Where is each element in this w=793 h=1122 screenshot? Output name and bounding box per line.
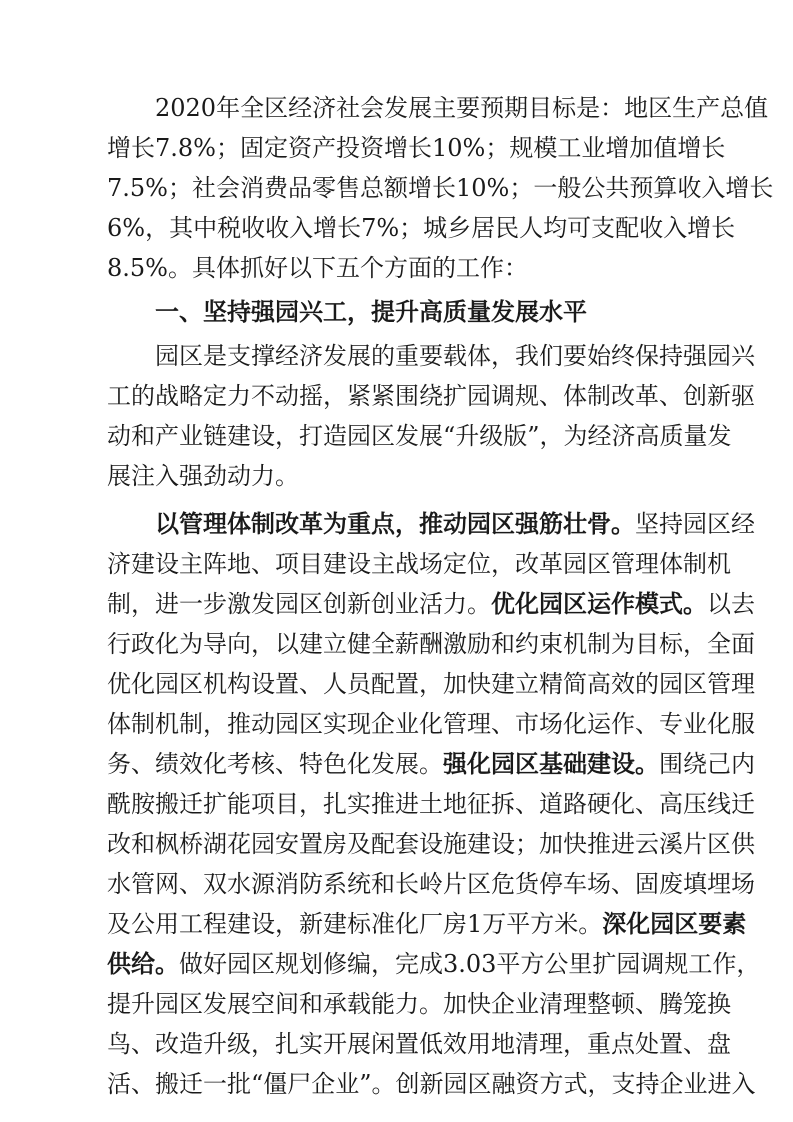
paragraph-3-line-11: [107, 904, 747, 944]
subheading-optimize-operation: 优化园区运作模式。: [491, 590, 707, 618]
paragraph-2-line-3: 动和产业链建设，打造园区发展“升级版”，为经济高质量发: [107, 422, 732, 450]
paragraph-2-line-2: 工的战略定力不动摇，紧紧围绕扩园调规、体制改革、创新驱: [107, 382, 755, 410]
paragraph-3-line-13: 提升园区发展空间和承载能力。加快企业清理整顿、腾笼换: [107, 990, 731, 1018]
paragraph-3-line-2: 济建设主阵地、项目建设主战场定位，改革园区管理体制机: [107, 550, 731, 578]
paragraph-3-line-14: 鸟、改造升级，扎实开展闲置低效用地清理，重点处置、盘: [107, 1030, 731, 1058]
paragraph-1-line-4: 6%，其中税收收入增长7%；城乡居民人均可支配收入增长: [107, 214, 736, 242]
paragraph-3-line-8: 酰胺搬迁扩能项目，扎实推进土地征拆、道路硬化、高压线迁: [107, 790, 755, 818]
subheading-infrastructure: 强化园区基础建设。: [443, 750, 659, 778]
paragraph-3-line-5: 优化园区机构设置、人员配置，加快建立精简高效的园区管理: [107, 670, 755, 698]
paragraph-3-line-7: [107, 744, 755, 784]
paragraph-3-line-12-text: 做好园区规划修编，完成3.03平方公里扩园调规工作，: [179, 950, 761, 978]
paragraph-2-line-1: 园区是支撑经济发展的重要载体，我们要始终保持强园兴: [155, 342, 755, 370]
paragraph-3-line-1: [155, 504, 755, 544]
section-heading-1: 一、坚持强园兴工，提升高质量发展水平: [155, 298, 587, 326]
paragraph-2-line-4: 展注入强劲动力。: [107, 462, 299, 490]
paragraph-3-line-10: 水管网、双水源消防系统和长岭片区危货停车场、固废填埋场: [107, 870, 755, 898]
subheading-factor-supply-b: 供给。: [107, 950, 179, 978]
paragraph-3-line-6: 体制机制，推动园区实现企业化管理、市场化运作、专业化服: [107, 710, 755, 738]
paragraph-1-line-5: 8.5%。具体抓好以下五个方面的工作：: [107, 254, 528, 282]
paragraph-3-line-4: 行政化为导向，以建立健全薪酬激励和约束机制为目标，全面: [107, 630, 755, 658]
subheading-factor-supply-a: 深化园区要素: [602, 910, 747, 938]
paragraph-3-line-7-text-a: 务、绩效化考核、特色化发展。: [107, 750, 443, 778]
subheading-management-reform: 以管理体制改革为重点，推动园区强筋壮骨。: [155, 510, 635, 538]
paragraph-3-line-3-text-a: 制，进一步激发园区创新创业活力。: [107, 590, 491, 618]
paragraph-1-line-2: 增长7.8%；固定资产投资增长10%；规模工业增加值增长: [107, 134, 726, 162]
paragraph-3-line-11-text: 及公用工程建设，新建标准化厂房1万平方米。: [107, 910, 603, 938]
paragraph-3-line-7-text-b: 围绕己内: [659, 750, 755, 778]
paragraph-3-line-15: 活、搬迁一批“僵尸企业”。创新园区融资方式，支持企业进入: [107, 1070, 756, 1098]
paragraph-1-line-1: 2020年全区经济社会发展主要预期目标是：地区生产总值: [155, 94, 769, 122]
paragraph-3-line-1-text: 坚持园区经: [635, 510, 755, 538]
paragraph-1-line-3: 7.5%；社会消费品零售总额增长10%；一般公共预算收入增长: [107, 174, 774, 202]
paragraph-3-line-3: [107, 584, 755, 624]
paragraph-3-line-9: 改和枫桥湖花园安置房及配套设施建设；加快推进云溪片区供: [107, 830, 755, 858]
paragraph-3-line-3-text-b: 以去: [707, 590, 755, 618]
paragraph-3-line-12: [107, 944, 761, 984]
